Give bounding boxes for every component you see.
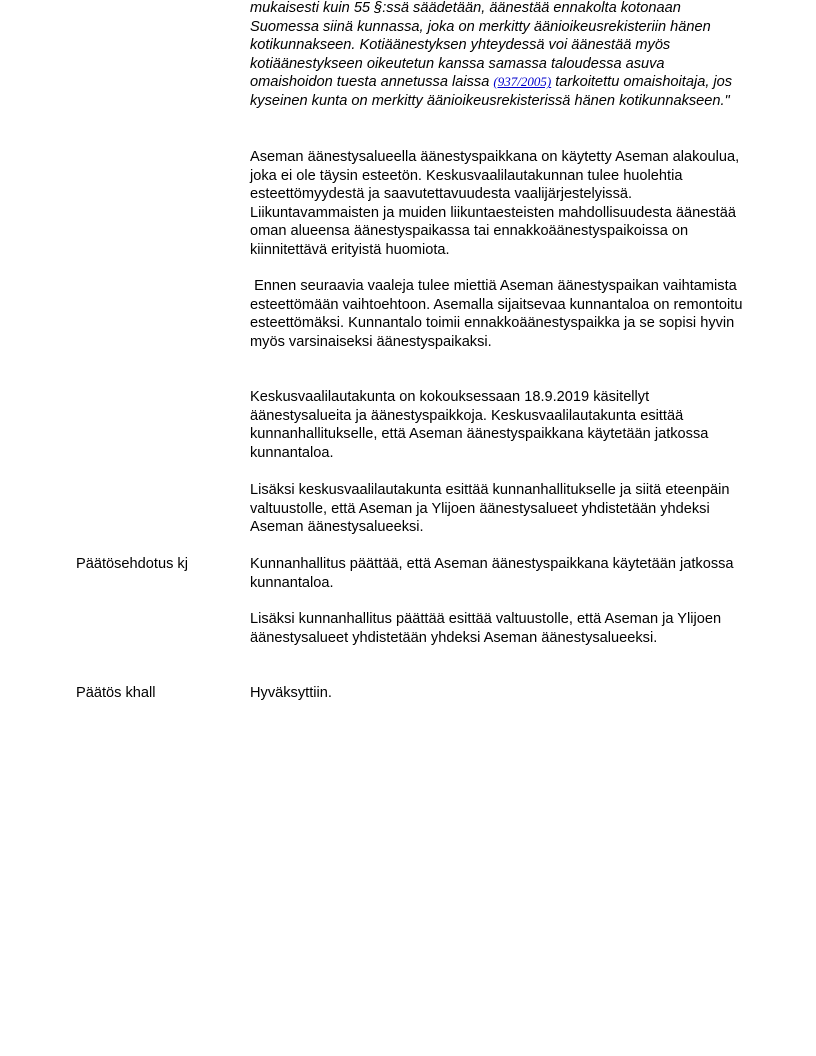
decision-text: Hyväksyttiin. [250, 685, 332, 701]
proposal-label: Päätösehdotus kj [76, 556, 188, 572]
law-reference-link[interactable]: (937/2005) [493, 74, 552, 90]
paragraph-area-merge: Lisäksi keskusvaalilautakunta esittää kunnanhallitukselle ja siitä eteenpäin valtuustolle, että Aseman ja Ylijoen äänestysalueet yhdistetään yhdeksi Aseman äänestysalueeksi. [250, 482, 730, 536]
paragraph-accessibility: Aseman äänestysalueella äänestyspaikkana on käytetty Aseman alakoulua, joka ei ole täysin esteetön. Keskusvaalilautakunnan tulee huolehtia esteettömyydestä ja saavutettavuudesta vaalijärjestelyissä. Liikuntavammaisten ja muiden liikuntaesteisten mahdollisuudesta äänestää oman alueensa äänestyspaikassa tai ennakkoäänestyspaikoissa on kiinnitettävä erityistä huomiota. [250, 149, 740, 258]
proposal-text-2: Lisäksi kunnanhallitus päättää esittää valtuustolle, että Aseman ja Ylijoen äänestysalueet yhdistetään yhdeksi Aseman äänestysalueeksi. [250, 611, 722, 646]
decision-label: Päätös khall [76, 685, 156, 701]
proposal-text-1: Kunnanhallitus päättää, että Aseman äänestyspaikkana käytetään jatkossa kunnantaloa. [250, 556, 734, 591]
law-quote-text-end: tarkoitettu omaishoitaja, jos kyseinen kunta on merkitty äänioikeusrekisterissä hänen kotikunnakseen." [250, 74, 733, 109]
paragraph-board-meeting: Keskusvaalilautakunta on kokouksessaan 18.9.2019 käsitellyt äänestysalueita ja äänestyspaikkoja. Keskusvaalilautakunta esittää kunnanhallitukselle, että Aseman äänestyspaikkana käytetään jatkossa kunnantaloa. [250, 389, 709, 461]
paragraph-polling-place-change: Ennen seuraavia vaaleja tulee miettiä Aseman äänestyspaikan vaihtamista esteettömään vaihtoehtoon. Asemalla sijaitsevaa kunnantaloa on remontoitu esteettömäksi. Kunnantalo toimii ennakkoäänestyspaikka ja se sopisi hyvin myös varsinaiseksi äänestyspaikaksi. [250, 278, 747, 350]
law-quote [250, 0, 750, 111]
law-quote-text-start: mukaisesti kuin 55 §:ssä säädetään, äänestää ennakolta kotonaan Suomessa siinä kunnassa, joka on merkitty äänioikeusrekisteriin hänen kotikunnakseen. Kotiäänestyksen yhteydessä voi äänestää myös kotiäänestykseen oikeutetun kanssa samassa taloudessa asuva omaishoidon tuesta annetussa laissa [250, 0, 711, 91]
